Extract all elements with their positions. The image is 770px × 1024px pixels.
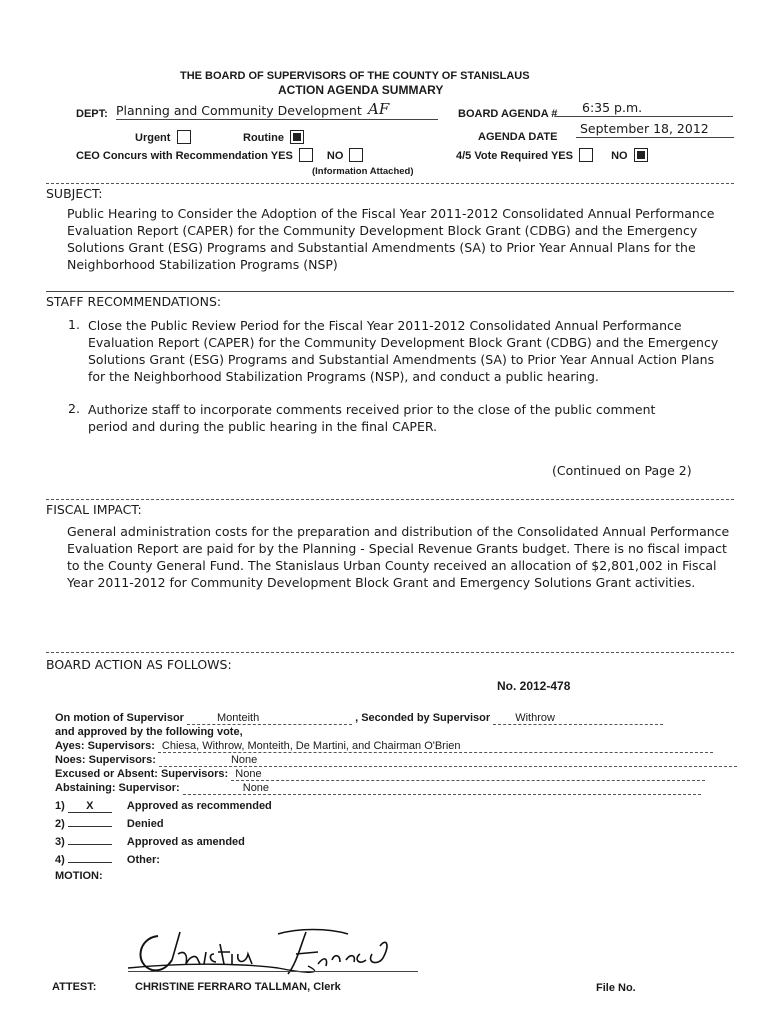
option-mark — [68, 844, 112, 845]
option-mark: X — [68, 800, 112, 813]
fiscal-text: General administration costs for the preparation and distribution of the Consolidated Annual Performance Evaluation Report are paid for by the Planning - Special Revenue Grants budget. There is no fiscal impact to the County General Fund. The Stanislaus Urban County received an allocation of $2,801,002 in Fiscal Year 2011-2012 for Community Development Block Grant and Emergency Solutions Grant activities. — [67, 524, 730, 590]
seconded-label: , Seconded by Supervisor — [355, 712, 491, 724]
subject-text: Public Hearing to Consider the Adoption of the Fiscal Year 2011-2012 Consolidated Annual Performance Evaluation Report (CAPER) for the Community Development Block Grant (CDBG) and the Emergency Solutions Grant (ESG) Programs and Substantial Amendments (SA) to Prior Year Annual Plans for the Neighborhood Stabilization Programs (NSP) — [67, 206, 715, 272]
excused-value: None — [231, 768, 705, 781]
option-text: Other: — [126, 854, 160, 866]
option-num: 3) — [55, 836, 65, 848]
ceo-no-checkbox[interactable] — [349, 148, 363, 162]
ceo-row — [76, 149, 366, 163]
staff-item2-text: Authorize staff to incorporate comments received prior to the close of the public comment period and during the public hearing in the final CAPER. — [88, 402, 656, 434]
continued-note: (Continued on Page 2) — [552, 463, 692, 478]
abstaining-row — [55, 782, 701, 795]
staff-item1-text: Close the Public Review Period for the Fiscal Year 2011-2012 Consolidated Annual Performance Evaluation Report (CAPER) for the Community Development Block Grant (CDBG) and the Emergency Solutions Grant (ESG) Programs and Substantial Amendments (SA) to Prior Year Annual Action Plans for the Neighborhood Stabilization Programs (NSP), and conduct a public hearing. — [88, 318, 719, 384]
option-row — [55, 818, 164, 830]
fiscal-label: FISCAL IMPACT: — [46, 502, 142, 517]
subject-label: SUBJECT: — [46, 186, 103, 201]
option-row — [55, 800, 272, 813]
ceo-yes-checkbox[interactable] — [299, 148, 313, 162]
resolution-number: No. 2012-478 — [497, 679, 571, 693]
file-no: File No. — [596, 982, 636, 994]
divider-subject — [46, 183, 734, 184]
option-text: Denied — [126, 818, 164, 830]
dept-underline — [116, 119, 438, 120]
dept-value: Planning and Community Development — [116, 103, 362, 118]
motion-value: Monteith — [187, 712, 352, 725]
agenda-date-label: AGENDA DATE — [478, 131, 558, 143]
ayes-row — [55, 740, 713, 753]
clerk-name: CHRISTINE FERRARO TALLMAN, Clerk — [135, 981, 341, 993]
vote-no-label: NO — [611, 149, 628, 162]
board-agenda-label: BOARD AGENDA # — [458, 108, 558, 120]
option-mark — [68, 862, 112, 863]
option-num: 4) — [55, 854, 65, 866]
routine-row — [243, 131, 307, 145]
agenda-date-underline — [576, 137, 734, 138]
summary-title: ACTION AGENDA SUMMARY — [278, 83, 444, 97]
urgent-row — [135, 131, 194, 145]
routine-checkbox[interactable] — [290, 130, 304, 144]
urgent-label: Urgent — [135, 131, 171, 144]
motion-label: On motion of Supervisor — [55, 712, 184, 724]
divider-staff — [46, 291, 734, 292]
signature-stroke — [172, 932, 252, 964]
motion-row — [55, 712, 663, 725]
option-mark — [68, 826, 112, 827]
staff-item1-num: 1. — [68, 317, 80, 332]
motion-footer: MOTION: — [55, 870, 103, 882]
excused-row — [55, 768, 705, 781]
urgent-checkbox[interactable] — [177, 130, 191, 144]
option-num: 1) — [55, 800, 65, 812]
attest-label: ATTEST: — [52, 981, 97, 993]
ceo-label: CEO Concurs with Recommendation YES — [76, 149, 293, 162]
dept-label: DEPT: — [76, 108, 108, 120]
vote-required-label: 4/5 Vote Required YES — [456, 149, 573, 162]
signature-stroke — [278, 930, 387, 975]
divider-fiscal — [46, 499, 734, 500]
info-attached: (Information Attached) — [312, 166, 414, 177]
board-action-label: BOARD ACTION AS FOLLOWS: — [46, 657, 232, 672]
ayes-label: Ayes: Supervisors: — [55, 740, 155, 752]
vote-required-row — [456, 149, 651, 163]
agenda-date-value: September 18, 2012 — [580, 121, 709, 136]
option-text: Approved as recommended — [126, 800, 272, 812]
noes-label: Noes: Supervisors: — [55, 754, 156, 766]
option-row — [55, 836, 245, 848]
board-agenda-underline — [555, 116, 733, 117]
option-num: 2) — [55, 818, 65, 830]
staff-item2-num: 2. — [68, 401, 80, 416]
vote-no-checkbox[interactable] — [634, 148, 648, 162]
signature-line — [128, 971, 418, 972]
vote-yes-checkbox[interactable] — [579, 148, 593, 162]
noes-value: None — [159, 754, 737, 767]
option-row — [55, 854, 160, 866]
divider-board-action — [46, 652, 734, 653]
routine-label: Routine — [243, 131, 284, 144]
abstaining-label: Abstaining: Supervisor: — [55, 782, 180, 794]
board-title: THE BOARD OF SUPERVISORS OF THE COUNTY OF STANISLAUS — [180, 70, 530, 82]
noes-row — [55, 754, 737, 767]
excused-label: Excused or Absent: Supervisors: — [55, 768, 229, 780]
ceo-no-label: NO — [326, 149, 344, 162]
staff-label: STAFF RECOMMENDATIONS: — [46, 294, 222, 309]
board-agenda-value: 6:35 p.m. — [582, 100, 643, 115]
seconded-value: Withrow — [493, 712, 663, 725]
ayes-value: Chiesa, Withrow, Monteith, De Martini, and Chairman O'Brien — [158, 740, 713, 753]
option-text: Approved as amended — [126, 836, 245, 848]
abstaining-value: None — [183, 782, 701, 795]
approved-line: and approved by the following vote, — [55, 726, 243, 738]
dept-initials: AF — [368, 100, 390, 118]
